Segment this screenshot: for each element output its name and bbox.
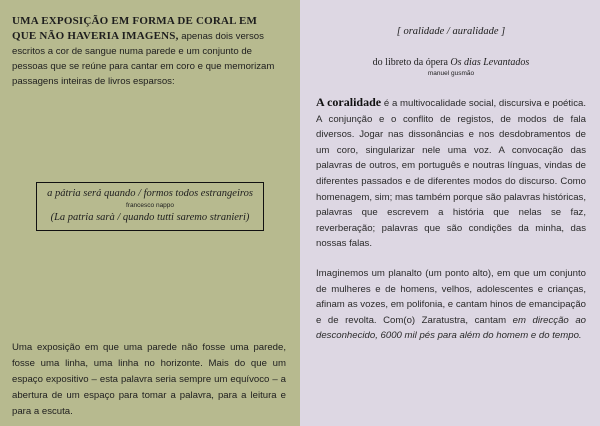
coralidade-text: é a multivocalidade social, discursiva e poética. A conjunção e o conflito de registos, de modos de fala diversos. Jogar nas dissonâncias e nos desdobramentos de um coro, singularizar nele uma voz. A convocação das palavras de outros, em português e noutras línguas, vindas de diferentes passados e de diferentes modos do discurso. Como homenagem, sim; mas também porque são palavras históricas, palavras que escrevem a história que nelas se faz, reverberação; palavras que são condições da minha, das nossas falas. bbox=[316, 98, 586, 250]
intro-text: apenas dois versos escritos a cor de sangue numa parede e um conjunto de pessoas que se reúne para cantar em coro e que memorizam passagens inteiras de livros esparsos: bbox=[12, 31, 275, 87]
intro-caps: UMA EXPOSIÇÃO EM FORMA DE CORAL EM QUE NÃO HAVERIA IMAGENS, bbox=[12, 15, 258, 42]
verse-italian: (La patria sarà / quando tutti saremo stranieri) bbox=[50, 212, 250, 223]
libretto-source bbox=[316, 57, 586, 68]
section-heading: [ oralidade / auralidade ] bbox=[396, 26, 506, 37]
verse-author: francesco nappo bbox=[125, 202, 175, 209]
exhibition-paragraph: Uma exposição em que uma parede não fosse uma parede, fosse uma linha, uma linha no horizonte. Mais do que um espaço expositivo – esta palavra seria sempre um equívoco – a abertura de um espaço para tomar a palavra, para a leitura e para a escuta. bbox=[12, 342, 286, 417]
intro-paragraph bbox=[12, 14, 284, 89]
coralidade-lead: A coralidade bbox=[316, 95, 382, 109]
planalto-paragraph bbox=[316, 266, 586, 344]
verse-portuguese: a pátria será quando / formos todos estrangeiros bbox=[47, 188, 253, 199]
libretto-prefix: do libreto da ópera bbox=[372, 57, 451, 68]
opera-title: Os dias Levantados bbox=[450, 57, 530, 68]
coralidade-paragraph bbox=[316, 95, 586, 252]
planalto-italic: em direcção ao desconhecido, 6000 mil pés para além do homem e do tempo. bbox=[316, 314, 586, 342]
right-page bbox=[300, 0, 600, 426]
planalto-text: Imaginemos um planalto (um ponto alto), em que um conjunto de mulheres e de homens, velhos, adolescentes e crianças, afinam as vozes, em polifonia, e cantam hinos de emancipação e de revolta. Com(o) Zaratustra, cantam bbox=[316, 267, 586, 326]
verse-quote-box bbox=[36, 182, 264, 231]
libretto-author: manuel gusmão bbox=[427, 70, 475, 77]
